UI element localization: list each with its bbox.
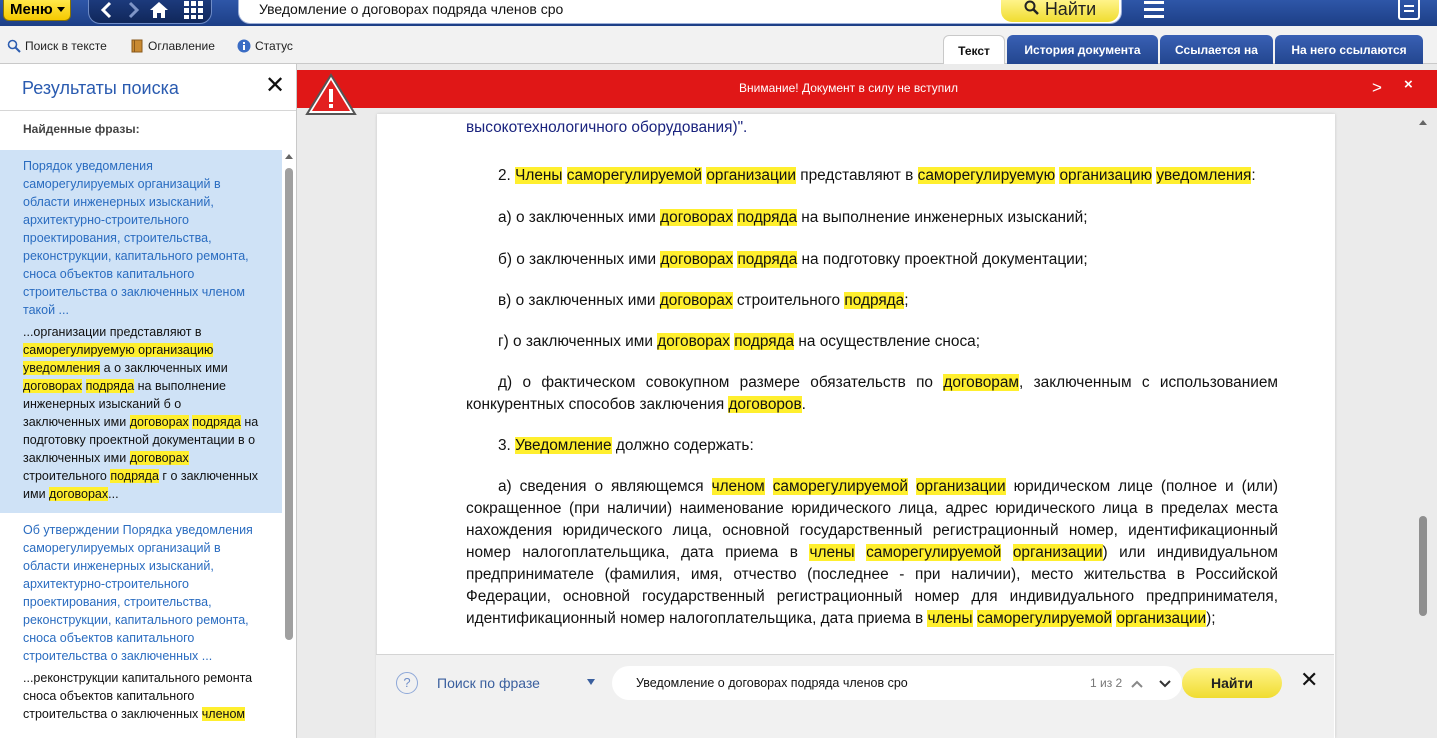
text-run [1001, 544, 1013, 561]
result-title[interactable]: Порядок уведомления саморегулируемых организаций в области инженерных изысканий, архитектурно-строительного проектирования, строительства, реконструкции, капитального ремонта, сноса объектов капитального строительства о заключенных членом такой ... [23, 159, 249, 317]
text-run: представляют в [796, 167, 918, 184]
text-run: ...организации представляют в [23, 325, 202, 339]
book-icon [130, 39, 144, 53]
chevron-right-icon[interactable]: > [1372, 78, 1382, 97]
text-run: на подготовку проектной документации; [797, 251, 1088, 268]
highlighted-term: Уведомление [515, 437, 612, 454]
magnifier-icon [1024, 0, 1040, 16]
results-scrollbar[interactable] [284, 150, 294, 738]
text-run: строительного [23, 469, 111, 483]
highlighted-term: саморегулируемой [566, 167, 703, 184]
text-run: на подготовку проектной документации в о заключенных ими [23, 415, 259, 465]
text-run: а) о заключенных ими [498, 209, 661, 226]
status-label: Статус [255, 39, 293, 53]
text-run: ...реконструкции капитального ремонта сноса объектов капитального строительства о заключенных [23, 671, 253, 721]
highlighted-term: саморегулируемой [976, 610, 1113, 627]
scrollbar-thumb[interactable] [285, 168, 293, 640]
close-icon[interactable]: ✕ [1300, 667, 1319, 692]
result-snippet [23, 323, 260, 503]
highlighted-term: договорах [659, 292, 733, 309]
search-icon [7, 39, 21, 53]
top-find-label: Найти [1044, 0, 1097, 19]
contents-label: Оглавление [148, 39, 215, 53]
found-phrases-label: Найденные фразы: [23, 122, 140, 136]
tab-references-to[interactable]: Ссылается на [1160, 35, 1273, 64]
match-counter: 1 из 2 [1090, 676, 1123, 690]
text-run: а о заключенных ими [100, 361, 228, 375]
text-run: ); [1206, 610, 1216, 627]
text-run: ) или индивидуальном предпринимателе (фамилия, имя, отчество (последнее - при наличии), место жительства в Российской Федерации, основной государственный регистрационный номер для индивидуального предпринимателя, идентификационный номер налогоплательщика, дата приема в [466, 544, 1278, 627]
highlighted-term: организацию [1059, 167, 1153, 184]
warning-banner [297, 70, 1437, 108]
navigation-group [88, 0, 212, 24]
text-run: 3. [498, 437, 516, 454]
document-paragraph [466, 249, 1278, 271]
highlighted-term: договорах [660, 209, 733, 226]
back-icon[interactable] [95, 0, 119, 20]
status-button[interactable] [237, 39, 293, 53]
hamburger-menu-icon[interactable] [1144, 0, 1166, 20]
text-run: б) о заключенных ими [498, 251, 661, 268]
highlighted-term: договорах [129, 451, 189, 465]
text-run: 2. [498, 167, 516, 184]
text-run: г) о заключенных ими [498, 333, 658, 350]
text-run: должно содержать: [611, 437, 754, 454]
document-paragraph [466, 207, 1278, 229]
previous-match-icon[interactable] [1130, 678, 1144, 690]
document-paragraph [466, 476, 1278, 630]
highlighted-term: подряда [734, 333, 795, 350]
document-paragraph [466, 290, 1278, 312]
menu-label: Меню [10, 1, 53, 18]
tab-text[interactable]: Текст [943, 35, 1005, 64]
info-icon [237, 39, 251, 53]
text-run: , заключенным с использованием конкурентных способов заключения [466, 374, 1278, 413]
result-title[interactable]: Об утверждении Порядка уведомления саморегулируемых организаций в области инженерных изысканий, архитектурно-строительного проектирования, строительства, реконструкции, капитального ремонта, сноса объектов капитального строительства о заключенных ... [23, 523, 253, 663]
text-run: . [801, 396, 806, 413]
highlighted-term: договорах [23, 379, 83, 393]
search-in-text-label: Поиск в тексте [25, 39, 107, 53]
text-run: на выполнение инженерных изысканий; [797, 209, 1088, 226]
scroll-up-icon[interactable] [285, 154, 293, 159]
highlighted-term: договорах [660, 251, 734, 268]
tab-referenced-by[interactable]: На него ссылаются [1275, 35, 1423, 64]
text-run [908, 478, 916, 495]
highlighted-term: организации [1012, 544, 1103, 561]
text-run [855, 544, 867, 561]
document-paragraph [466, 331, 1278, 353]
scrollbar-thumb[interactable] [1419, 516, 1427, 616]
text-run [765, 478, 773, 495]
highlighted-term: подряда [737, 209, 798, 226]
highlighted-term: Члены [515, 167, 563, 184]
chevron-down-icon [57, 7, 65, 12]
forward-icon[interactable] [121, 0, 145, 20]
highlighted-term: члены [809, 544, 855, 561]
highlighted-term: саморегулируемую [917, 167, 1056, 184]
text-run: ... [108, 487, 119, 501]
highlighted-term: подряда [85, 379, 135, 393]
chevron-down-icon[interactable] [587, 679, 595, 685]
highlighted-term: подряда [110, 469, 159, 483]
toolbar [0, 26, 1437, 64]
phrase-search-bar [376, 654, 1334, 738]
menu-button[interactable] [3, 0, 71, 21]
highlighted-term: договорах [657, 333, 730, 350]
highlighted-term: подряда [844, 292, 905, 309]
document-area [297, 64, 1437, 738]
document-text [466, 114, 1278, 630]
search-mode-select[interactable]: Поиск по фразе [437, 675, 540, 691]
scroll-up-icon[interactable] [1419, 120, 1427, 125]
search-result-item[interactable] [0, 150, 282, 513]
highlighted-term: подряда [192, 415, 241, 429]
contents-button[interactable] [130, 39, 215, 53]
text-run: строительного [732, 292, 845, 309]
phrase-search-input[interactable] [612, 666, 1182, 700]
close-icon[interactable]: ✕ [265, 72, 286, 99]
top-find-button[interactable] [1001, 0, 1119, 22]
top-search-value: Уведомление о договорах подряда членов сро [259, 1, 564, 17]
highlighted-term: договорам [943, 374, 1019, 391]
highlighted-term: договорах [49, 487, 109, 501]
highlighted-term: подряда [737, 251, 798, 268]
top-search-input[interactable] [238, 0, 1122, 24]
highlighted-term: договорах [129, 415, 189, 429]
next-match-icon[interactable] [1158, 678, 1172, 690]
highlighted-term: уведомления [1156, 167, 1252, 184]
highlighted-term: саморегулируемой [866, 544, 1002, 561]
text-run: высокотехнологичного оборудования)". [466, 119, 748, 136]
phrase-value: Уведомление о договорах подряда членов сро [636, 676, 908, 690]
text-run: а) сведения о являющемся [498, 478, 712, 495]
text-run: на выполнение инженерных изысканий б о заключенных ими [23, 379, 227, 429]
top-bar [0, 0, 1437, 26]
text-run: на осуществление сноса; [794, 333, 981, 350]
text-run: в) о заключенных ими [498, 292, 660, 309]
close-icon[interactable]: × [1404, 76, 1413, 93]
highlighted-term: договоров [728, 396, 802, 413]
search-result-item[interactable] [0, 514, 282, 738]
panel-title: Результаты поиска [22, 78, 179, 98]
text-run: ; [904, 292, 909, 309]
highlighted-term: саморегулируемую организацию уведомления [23, 343, 214, 375]
document-page [377, 114, 1335, 738]
highlighted-term: члены [927, 610, 973, 627]
text-run: : [1251, 167, 1256, 184]
text-run: д) о фактическом совокупном размере обязательств по [498, 374, 944, 391]
highlighted-term: саморегулируемой [772, 478, 908, 495]
divider [0, 110, 296, 111]
grid-icon[interactable] [181, 0, 205, 20]
document-scrollbar[interactable] [1418, 116, 1428, 738]
tab-document-history[interactable]: История документа [1007, 35, 1158, 64]
find-button[interactable]: Найти [1182, 668, 1282, 698]
document-paragraph [466, 372, 1278, 416]
document-paragraph [466, 165, 1278, 187]
highlighted-term: членом [711, 478, 765, 495]
search-results-panel [0, 64, 297, 738]
highlighted-term: членом [201, 707, 245, 721]
home-icon[interactable] [147, 0, 171, 20]
document-paragraph [466, 435, 1278, 457]
text-run: г о заключенных ими [23, 469, 259, 501]
highlighted-term: организации [1116, 610, 1207, 627]
highlighted-term: организации [915, 478, 1006, 495]
result-snippet [23, 669, 260, 723]
feedback-icon[interactable] [1398, 0, 1420, 20]
warning-text: Внимание! Документ в силу не вступил [739, 81, 958, 95]
document-paragraph [466, 117, 1278, 139]
highlighted-term: организации [706, 167, 797, 184]
search-in-text-button[interactable] [7, 39, 107, 53]
text-run: юридическом лице (полное и (или) сокращенное (при наличии) наименование юридического лица, адрес юридического лица в пределах места нахождения юридического лица, основной государственный регистрационный номер, идентификационный номер налогоплательщика, дата приема в [466, 478, 1279, 561]
help-icon[interactable]: ? [396, 672, 418, 694]
